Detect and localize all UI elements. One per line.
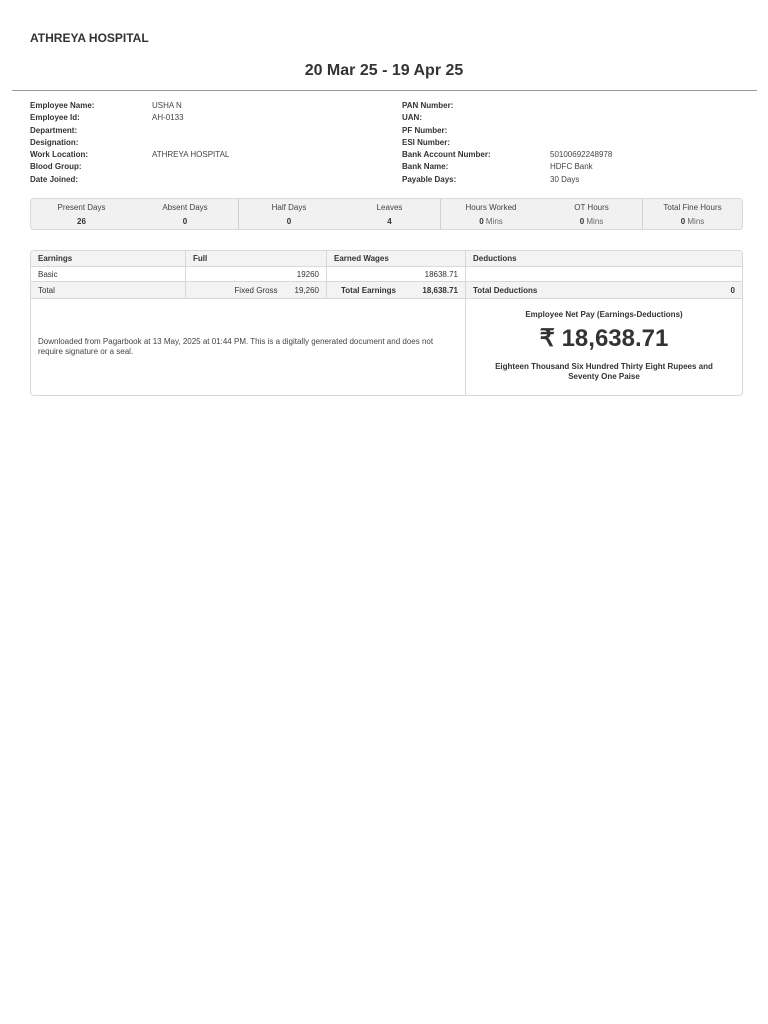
present-days-value: 26: [77, 216, 86, 226]
absent-days-cell: [132, 199, 238, 229]
info-label: Bank Name:: [402, 162, 449, 172]
info-row-date-joined: [30, 174, 229, 186]
salary-table: [30, 250, 743, 396]
basic-deduction-cell: [466, 267, 742, 281]
attendance-fine-group: [643, 199, 742, 229]
fine-hours-cell: [643, 199, 742, 229]
salary-header-row: [31, 251, 742, 267]
fixed-gross-cell: [186, 282, 327, 298]
info-value: HDFC Bank: [550, 162, 593, 172]
full-header: Full: [186, 251, 327, 266]
fine-hours-value-wrap: [681, 215, 705, 229]
total-earnings-label: Total Earnings: [341, 285, 396, 295]
total-deductions-label: Total Deductions: [473, 285, 538, 295]
net-pay-amount: ₹ 18,638.71: [539, 325, 669, 352]
total-label: Total: [31, 282, 186, 298]
ot-hours-value-wrap: [580, 215, 604, 229]
absent-days-value: 0: [182, 216, 188, 226]
info-row-employee-name: [30, 100, 229, 112]
fine-hours-label: Total Fine Hours: [663, 202, 722, 212]
bank-details: [402, 100, 612, 186]
attendance-hours-group: [441, 199, 643, 229]
info-value: 50100692248978: [550, 150, 613, 160]
download-note: Downloaded from Pagarbook at 13 May, 2025 at 01:44 PM. This is a digitally generated document and does not require signature or a seal.: [31, 299, 466, 395]
ot-hours-unit: Mins: [586, 216, 604, 226]
info-value: AH-0133: [152, 113, 184, 123]
info-row-payable-days: [402, 174, 612, 186]
header-divider: [12, 90, 757, 91]
fine-hours-unit: Mins: [687, 216, 705, 226]
net-pay-title: Employee Net Pay (Earnings-Deductions): [525, 310, 683, 319]
fixed-gross-label: Fixed Gross: [234, 285, 278, 295]
info-label: Work Location:: [30, 150, 89, 160]
total-deductions-cell: [466, 282, 742, 298]
ot-hours-label: OT Hours: [574, 202, 609, 212]
employee-details: [30, 100, 229, 186]
basic-earned-value: 18638.71: [327, 267, 466, 281]
info-label: Blood Group:: [30, 162, 82, 172]
half-days-label: Half Days: [271, 202, 307, 212]
info-label: Payable Days:: [402, 174, 457, 184]
present-days-cell: [31, 199, 132, 229]
info-label: Date Joined:: [30, 174, 79, 184]
info-row-uan: [402, 112, 612, 124]
company-name: ATHREYA HOSPITAL: [30, 31, 149, 45]
info-row-bank-name: [402, 161, 612, 173]
info-row-work-location: [30, 149, 229, 161]
info-row-employee-id: [30, 112, 229, 124]
basic-label: Basic: [31, 267, 186, 281]
half-days-value: 0: [286, 216, 292, 226]
hours-worked-unit: Mins: [485, 216, 503, 226]
info-row-pf: [402, 125, 612, 137]
total-deductions-value: 0: [730, 285, 735, 295]
present-days-label: Present Days: [57, 202, 106, 212]
fixed-gross-value: 19,260: [294, 285, 319, 295]
info-label: PAN Number:: [402, 101, 454, 110]
info-row-bank-account: [402, 149, 612, 161]
info-label: Designation:: [30, 137, 79, 147]
ot-hours-cell: [541, 199, 642, 229]
half-days-value-wrap: [287, 215, 291, 229]
info-value: ATHREYA HOSPITAL: [152, 150, 230, 160]
table-row: [31, 267, 742, 282]
attendance-leave-group: [239, 199, 441, 229]
total-row: [31, 282, 742, 299]
info-row-blood-group: [30, 161, 229, 173]
earned-wages-header: Earned Wages: [327, 251, 466, 266]
earnings-header: Earnings: [31, 251, 186, 266]
hours-worked-label: Hours Worked: [465, 202, 517, 212]
summary-row: [31, 299, 742, 395]
total-earnings-value: 18,638.71: [422, 285, 458, 295]
info-label: Bank Account Number:: [402, 150, 491, 160]
info-label: Department:: [30, 125, 78, 135]
info-row-esi: [402, 137, 612, 149]
info-value: USHA N: [152, 101, 182, 110]
fine-hours-value: 0: [680, 216, 686, 226]
info-label: ESI Number:: [402, 137, 451, 147]
leaves-value: 4: [387, 216, 392, 226]
attendance-summary: [30, 198, 743, 230]
absent-days-label: Absent Days: [162, 202, 208, 212]
basic-full-value: 19260: [186, 267, 327, 281]
info-value: 30 Days: [550, 174, 580, 184]
attendance-days-group: [31, 199, 239, 229]
info-label: UAN:: [402, 113, 422, 123]
hours-worked-value: 0: [479, 216, 484, 226]
ot-hours-value: 0: [579, 216, 585, 226]
info-label: PF Number:: [402, 125, 448, 135]
leaves-value-wrap: [387, 215, 391, 229]
hours-worked-cell: [441, 199, 541, 229]
info-label: Employee Id:: [30, 113, 80, 123]
net-pay-in-words: Eighteen Thousand Six Hundred Thirty Eight Rupees and Seventy One Paise: [495, 362, 713, 381]
info-row-pan: [402, 100, 612, 112]
info-row-department: [30, 125, 229, 137]
total-earnings-cell: [327, 282, 466, 298]
leaves-label: Leaves: [376, 202, 403, 212]
hours-worked-value-wrap: [479, 215, 503, 229]
deductions-header: Deductions: [473, 254, 517, 263]
half-days-cell: [239, 199, 339, 229]
absent-days-value-wrap: [183, 215, 187, 229]
info-row-designation: [30, 137, 229, 149]
leaves-cell: [339, 199, 440, 229]
present-days-value-wrap: [77, 215, 86, 229]
net-pay-panel: [466, 299, 742, 395]
pay-period-title: 20 Mar 25 - 19 Apr 25: [304, 62, 464, 79]
info-label: Employee Name:: [30, 101, 95, 110]
